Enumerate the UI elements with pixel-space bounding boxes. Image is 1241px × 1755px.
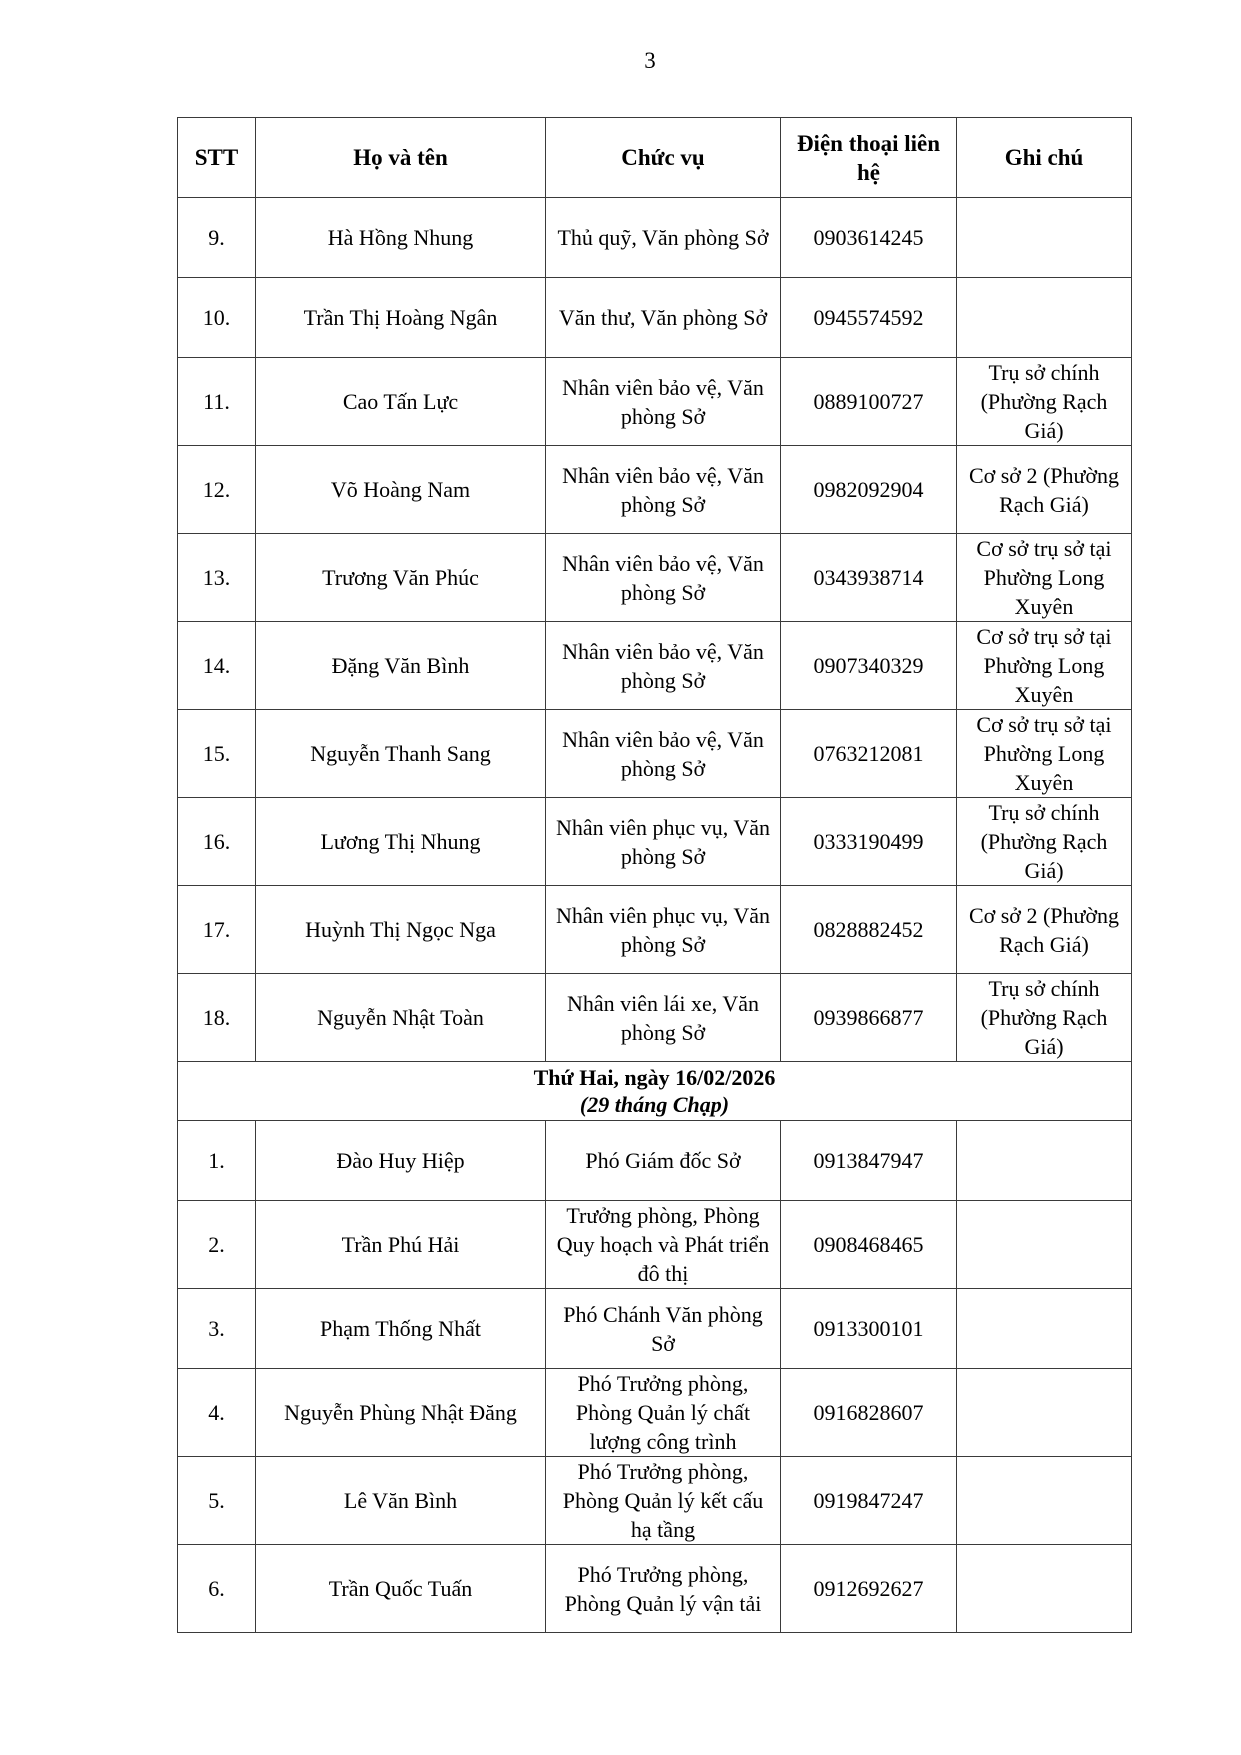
cell-note xyxy=(957,1369,1132,1457)
cell-name: Nguyễn Nhật Toàn xyxy=(256,974,546,1062)
cell-note: Trụ sở chính (Phường Rạch Giá) xyxy=(957,974,1132,1062)
cell-phone: 0828882452 xyxy=(781,886,957,974)
table-row xyxy=(178,358,1132,446)
table-header-row xyxy=(178,118,1132,198)
cell-stt: 1. xyxy=(178,1121,256,1201)
cell-position: Nhân viên lái xe, Văn phòng Sở xyxy=(546,974,781,1062)
cell-stt: 9. xyxy=(178,198,256,278)
table-row xyxy=(178,886,1132,974)
cell-note: Trụ sở chính (Phường Rạch Giá) xyxy=(957,798,1132,886)
page-number: 3 xyxy=(644,48,656,73)
cell-position: Phó Giám đốc Sở xyxy=(546,1121,781,1201)
section-cell xyxy=(178,1062,1132,1121)
table-row xyxy=(178,534,1132,622)
cell-phone: 0763212081 xyxy=(781,710,957,798)
duty-roster-table xyxy=(177,117,1132,1633)
cell-note xyxy=(957,1201,1132,1289)
cell-position: Thủ quỹ, Văn phòng Sở xyxy=(546,198,781,278)
cell-position: Nhân viên bảo vệ, Văn phòng Sở xyxy=(546,710,781,798)
section-lunar-date: (29 tháng Chạp) xyxy=(579,1092,730,1117)
cell-position: Văn thư, Văn phòng Sở xyxy=(546,278,781,358)
cell-position: Phó Trưởng phòng, Phòng Quản lý kết cấu hạ tầng xyxy=(546,1457,781,1545)
cell-name: Lê Văn Bình xyxy=(256,1457,546,1545)
cell-phone: 0913300101 xyxy=(781,1289,957,1369)
cell-position: Nhân viên phục vụ, Văn phòng Sở xyxy=(546,798,781,886)
cell-stt: 11. xyxy=(178,358,256,446)
table-row xyxy=(178,1121,1132,1201)
cell-stt: 6. xyxy=(178,1545,256,1633)
cell-stt: 15. xyxy=(178,710,256,798)
cell-name: Lương Thị Nhung xyxy=(256,798,546,886)
table-row xyxy=(178,278,1132,358)
header-note: Ghi chú xyxy=(957,118,1132,198)
cell-name: Hà Hồng Nhung xyxy=(256,198,546,278)
cell-note xyxy=(957,1457,1132,1545)
cell-stt: 2. xyxy=(178,1201,256,1289)
table-row xyxy=(178,1545,1132,1633)
cell-stt: 4. xyxy=(178,1369,256,1457)
cell-note: Cơ sở trụ sở tại Phường Long Xuyên xyxy=(957,622,1132,710)
cell-note xyxy=(957,1545,1132,1633)
cell-phone: 0939866877 xyxy=(781,974,957,1062)
cell-name: Đào Huy Hiệp xyxy=(256,1121,546,1201)
cell-note: Cơ sở 2 (Phường Rạch Giá) xyxy=(957,886,1132,974)
header-position: Chức vụ xyxy=(546,118,781,198)
cell-name: Nguyễn Phùng Nhật Đăng xyxy=(256,1369,546,1457)
table-row xyxy=(178,974,1132,1062)
cell-note xyxy=(957,1121,1132,1201)
cell-phone: 0889100727 xyxy=(781,358,957,446)
cell-stt: 10. xyxy=(178,278,256,358)
cell-stt: 12. xyxy=(178,446,256,534)
header-name: Họ và tên xyxy=(256,118,546,198)
cell-name: Nguyễn Thanh Sang xyxy=(256,710,546,798)
table-row xyxy=(178,446,1132,534)
cell-stt: 14. xyxy=(178,622,256,710)
table-row xyxy=(178,622,1132,710)
cell-phone: 0333190499 xyxy=(781,798,957,886)
cell-position: Trưởng phòng, Phòng Quy hoạch và Phát triển đô thị xyxy=(546,1201,781,1289)
cell-name: Trần Phú Hải xyxy=(256,1201,546,1289)
cell-phone: 0343938714 xyxy=(781,534,957,622)
cell-name: Trần Thị Hoàng Ngân xyxy=(256,278,546,358)
cell-phone: 0907340329 xyxy=(781,622,957,710)
table-row xyxy=(178,710,1132,798)
cell-note xyxy=(957,278,1132,358)
table-row xyxy=(178,798,1132,886)
cell-name: Phạm Thống Nhất xyxy=(256,1289,546,1369)
cell-position: Phó Chánh Văn phòng Sở xyxy=(546,1289,781,1369)
header-stt: STT xyxy=(178,118,256,198)
cell-phone: 0945574592 xyxy=(781,278,957,358)
cell-note: Cơ sở trụ sở tại Phường Long Xuyên xyxy=(957,534,1132,622)
cell-name: Huỳnh Thị Ngọc Nga xyxy=(256,886,546,974)
cell-stt: 3. xyxy=(178,1289,256,1369)
cell-phone: 0903614245 xyxy=(781,198,957,278)
cell-phone: 0916828607 xyxy=(781,1369,957,1457)
cell-name: Trương Văn Phúc xyxy=(256,534,546,622)
cell-position: Nhân viên bảo vệ, Văn phòng Sở xyxy=(546,534,781,622)
table-row xyxy=(178,1369,1132,1457)
cell-name: Võ Hoàng Nam xyxy=(256,446,546,534)
cell-position: Nhân viên phục vụ, Văn phòng Sở xyxy=(546,886,781,974)
cell-name: Trần Quốc Tuấn xyxy=(256,1545,546,1633)
cell-position: Nhân viên bảo vệ, Văn phòng Sở xyxy=(546,358,781,446)
cell-name: Cao Tấn Lực xyxy=(256,358,546,446)
cell-stt: 18. xyxy=(178,974,256,1062)
table-row xyxy=(178,1457,1132,1545)
table-row xyxy=(178,1289,1132,1369)
cell-phone: 0982092904 xyxy=(781,446,957,534)
cell-phone: 0908468465 xyxy=(781,1201,957,1289)
cell-stt: 16. xyxy=(178,798,256,886)
cell-stt: 5. xyxy=(178,1457,256,1545)
cell-stt: 13. xyxy=(178,534,256,622)
cell-position: Nhân viên bảo vệ, Văn phòng Sở xyxy=(546,622,781,710)
cell-note: Trụ sở chính (Phường Rạch Giá) xyxy=(957,358,1132,446)
cell-position: Nhân viên bảo vệ, Văn phòng Sở xyxy=(546,446,781,534)
cell-position: Phó Trưởng phòng, Phòng Quản lý chất lượng công trình xyxy=(546,1369,781,1457)
cell-position: Phó Trưởng phòng, Phòng Quản lý vận tải xyxy=(546,1545,781,1633)
header-phone: Điện thoại liên hệ xyxy=(781,118,957,198)
cell-phone: 0919847247 xyxy=(781,1457,957,1545)
cell-note xyxy=(957,198,1132,278)
cell-note: Cơ sở trụ sở tại Phường Long Xuyên xyxy=(957,710,1132,798)
section-date-title: Thứ Hai, ngày 16/02/2026 xyxy=(533,1065,776,1090)
table-row xyxy=(178,198,1132,278)
table-row xyxy=(178,1201,1132,1289)
cell-stt: 17. xyxy=(178,886,256,974)
cell-note: Cơ sở 2 (Phường Rạch Giá) xyxy=(957,446,1132,534)
cell-name: Đặng Văn Bình xyxy=(256,622,546,710)
cell-note xyxy=(957,1289,1132,1369)
cell-phone: 0913847947 xyxy=(781,1121,957,1201)
section-row xyxy=(178,1062,1132,1121)
cell-phone: 0912692627 xyxy=(781,1545,957,1633)
